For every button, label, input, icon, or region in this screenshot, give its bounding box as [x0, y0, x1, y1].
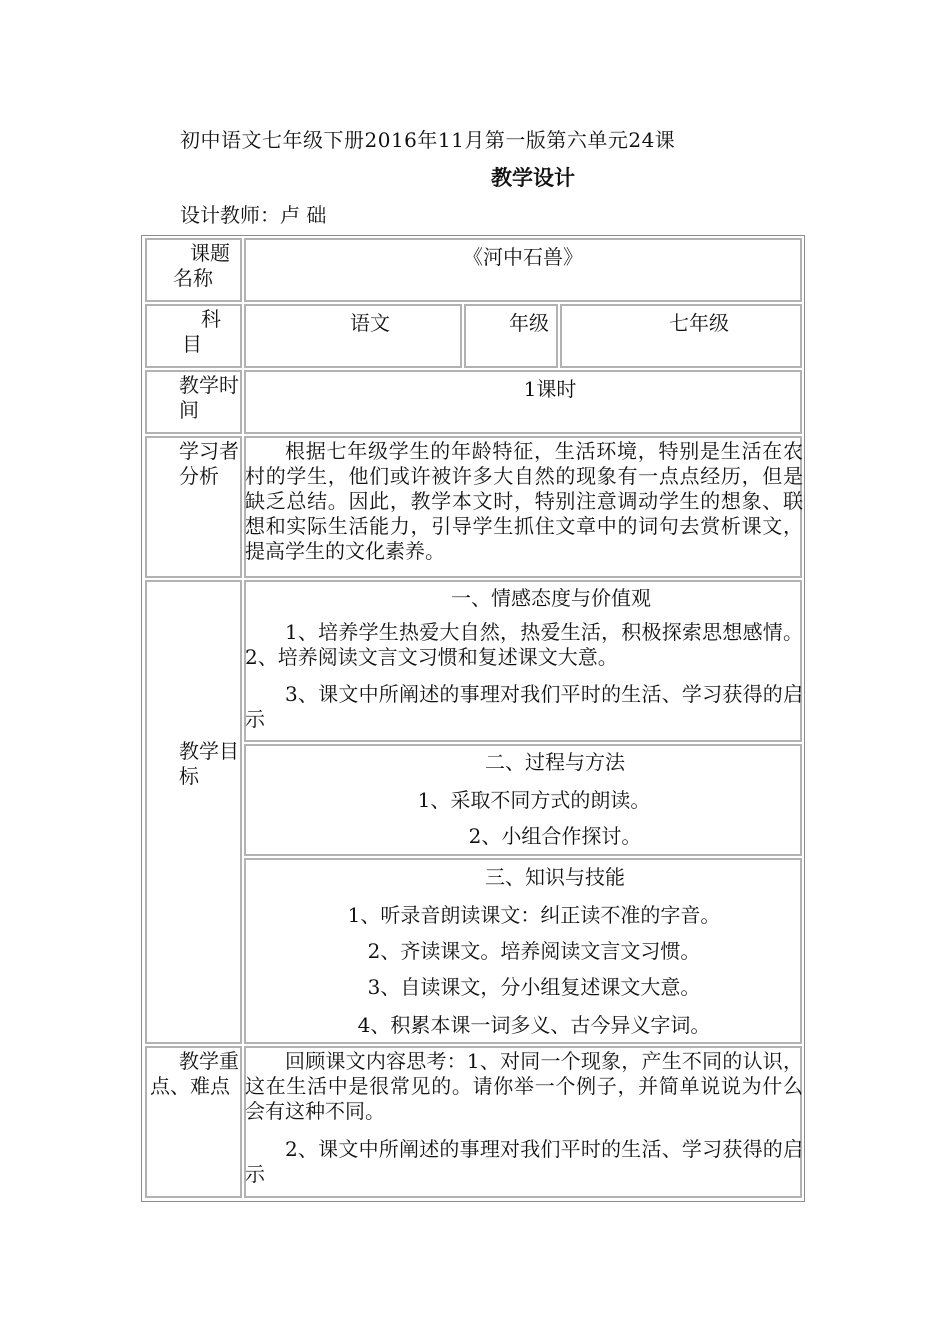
goals-sec2-item: 2、小组合作探讨。 — [468, 824, 642, 848]
goals-sec3-title: 三、知识与技能 — [485, 865, 625, 889]
goals-sec3-item: 1、听录音朗读课文：纠正读不准的字音。 — [347, 903, 721, 927]
goals-sec1-p1: 1、培养学生热爱大自然，热爱生活，积极探索思想感情。2、培养阅读文言文习惯和复述课文大意。 — [245, 620, 803, 669]
subject-label: 科目 — [182, 307, 221, 356]
goals-sec2-title: 二、过程与方法 — [485, 750, 625, 774]
goals-sec2-item: 1、采取不同方式的朗读。 — [417, 788, 651, 812]
goals-label-cell — [145, 580, 242, 1044]
time-value: 1课时 — [523, 377, 577, 401]
subject-value: 语文 — [350, 311, 390, 335]
time-label: 教学时间 — [179, 373, 239, 422]
goals-sec3-item: 2、齐读课文。培养阅读文言文习惯。 — [367, 939, 701, 963]
grade-value: 七年级 — [669, 311, 729, 335]
grade-label: 年级 — [509, 311, 549, 335]
document-heading: 初中语文七年级下册2016年11月第一版第六单元24课 — [180, 128, 676, 152]
key-p2: 2、课文中所阐述的事理对我们平时的生活、学习获得的启示 — [245, 1137, 803, 1186]
goals-sec1-p2: 3、课文中所阐述的事理对我们平时的生活、学习获得的启示 — [245, 682, 803, 731]
key-p1: 回顾课文内容思考：1、对同一个现象，产生不同的认识，这在生活中是很常见的。请你举一个例子，并简单说说为什么会有这种不同。 — [245, 1049, 803, 1123]
key-label: 教学重点、难点 — [150, 1049, 239, 1098]
goals-sec1-title: 一、情感态度与价值观 — [451, 586, 651, 610]
learner-text: 根据七年级学生的年龄特征，生活环境，特别是生活在农村的学生，他们或许被许多大自然的现象有一点点经历，但是缺乏总结。因此，教学本文时，特别注意调动学生的想象、联想和实际生活能力，引导学生抓住文章中的词句去赏析课文，提高学生的文化素养。 — [245, 439, 803, 563]
topic-label: 课题名称 — [173, 241, 230, 290]
learner-label: 学习者分析 — [179, 439, 239, 488]
document-title: 教学设计 — [491, 165, 575, 190]
goals-label: 教学目标 — [179, 739, 239, 788]
topic-value: 《河中石兽》 — [463, 245, 583, 269]
goals-sec3-item: 3、自读课文，分小组复述课文大意。 — [367, 975, 701, 999]
teacher-line: 设计教师：卢 础 — [180, 203, 327, 227]
goals-sec3-item: 4、积累本课一词多义、古今异义字词。 — [357, 1013, 711, 1037]
